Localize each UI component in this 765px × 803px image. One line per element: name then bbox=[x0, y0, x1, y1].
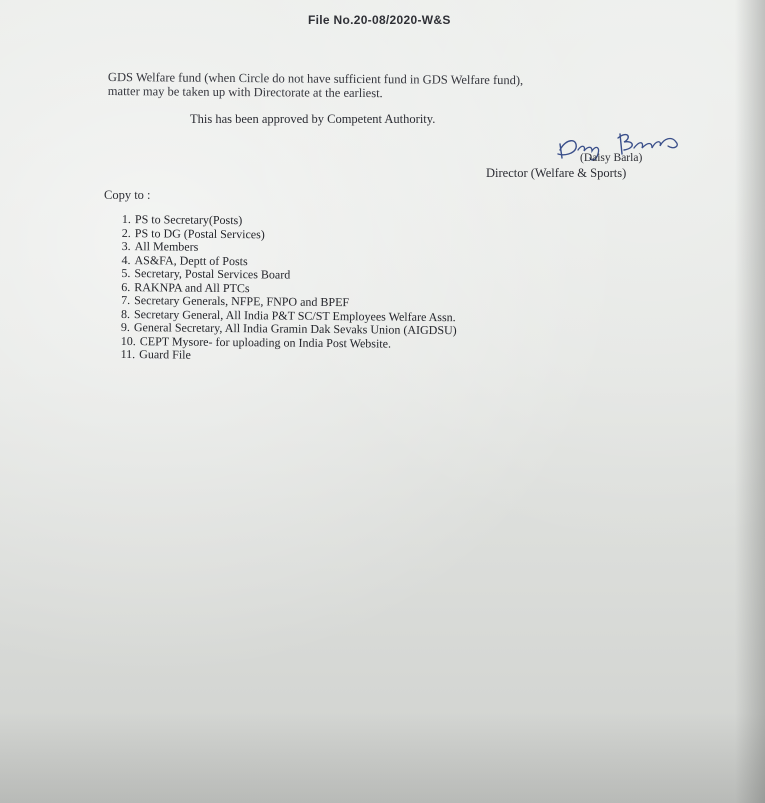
file-number: File No.20-08/2020-W&S bbox=[308, 13, 451, 27]
list-item-number: 5. bbox=[121, 265, 131, 281]
list-item-text: Secretary, Postal Services Board bbox=[134, 266, 291, 282]
list-item-text: Guard File bbox=[139, 347, 191, 362]
paragraph-line-2: matter may be taken up with Directorate at the earliest. bbox=[107, 83, 383, 101]
approval-statement: This has been approved by Competent Authority. bbox=[190, 112, 436, 126]
signatory-name: (Daisy Barla) bbox=[580, 152, 643, 164]
list-item-text: General Secretary, All India Gramin Dak Sevaks Union (AIGDSU) bbox=[133, 320, 457, 338]
signatory-designation: Director (Welfare & Sports) bbox=[486, 166, 627, 180]
list-item-number: 2. bbox=[121, 225, 131, 240]
body-paragraph bbox=[108, 70, 688, 103]
list-item-text: RAKNPA and All PTCs bbox=[134, 279, 250, 295]
list-item-text: All Members bbox=[134, 239, 199, 254]
list-item-text: Secretary Generals, NFPE, FNPO and BPEF bbox=[134, 293, 350, 310]
list-item-number: 3. bbox=[121, 238, 131, 254]
list-item-text: PS to Secretary(Posts) bbox=[134, 212, 243, 228]
list-item-text: AS&FA, Deptt of Posts bbox=[134, 252, 248, 268]
page-bottom-shadow bbox=[0, 713, 765, 803]
list-item-number: 9. bbox=[120, 319, 130, 335]
list-item bbox=[121, 348, 457, 365]
list-item-text: Secretary General, All India P&T SC/ST Employees Welfare Assn. bbox=[133, 306, 456, 324]
list-item-text: PS to DG (Postal Services) bbox=[134, 225, 265, 241]
list-item-number: 6. bbox=[121, 279, 131, 294]
list-item-number: 7. bbox=[121, 292, 131, 308]
paragraph-line-1: GDS Welfare fund (when Circle do not have sufficient fund in GDS Welfare fund), bbox=[107, 70, 524, 88]
list-item-number: 8. bbox=[120, 306, 131, 321]
page-edge-shadow bbox=[735, 0, 765, 803]
list-item-number: 1. bbox=[121, 212, 132, 227]
list-item-number: 4. bbox=[121, 252, 131, 267]
copy-to-heading: Copy to : bbox=[104, 188, 151, 202]
list-item-text: CEPT Mysore- for uploading on India Post Website. bbox=[139, 333, 392, 351]
list-item-number: 11. bbox=[120, 346, 136, 362]
list-item-number: 10. bbox=[120, 333, 136, 348]
copy-to-list bbox=[121, 213, 458, 365]
